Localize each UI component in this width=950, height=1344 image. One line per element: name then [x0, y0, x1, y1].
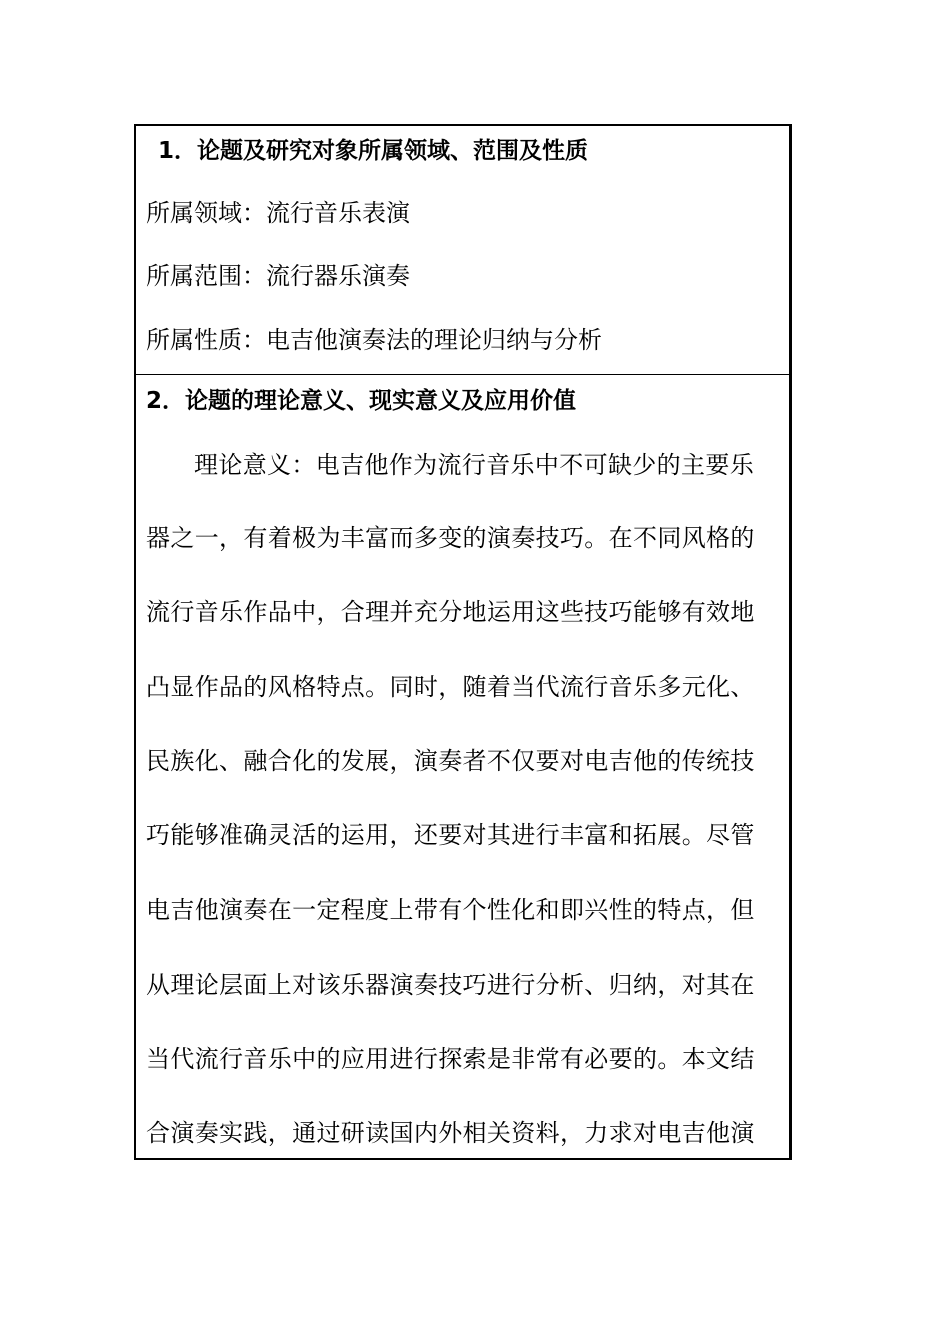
paragraph-line: 电吉他演奏在一定程度上带有个性化和即兴性的特点，但 [146, 896, 755, 924]
section2-heading: 2．论题的理论意义、现实意义及应用价值 [146, 388, 577, 414]
scope-line: 所属范围：流行器乐演奏 [146, 262, 410, 290]
field-line: 所属领域：流行音乐表演 [146, 199, 410, 227]
paragraph-line: 从理论层面上对该乐器演奏技巧进行分析、归纳，对其在 [146, 971, 755, 999]
paragraph-line: 器之一，有着极为丰富而多变的演奏技巧。在不同风格的 [146, 524, 755, 552]
section1-heading: 1．论题及研究对象所属领域、范围及性质 [158, 138, 589, 164]
paragraph-line: 当代流行音乐中的应用进行探索是非常有必要的。本文结 [146, 1045, 755, 1073]
table-row-divider [134, 374, 792, 375]
nature-line: 所属性质：电吉他演奏法的理论归纳与分析 [146, 326, 602, 354]
paragraph-line: 巧能够准确灵活的运用，还要对其进行丰富和拓展。尽管 [146, 821, 755, 849]
paragraph-line: 合演奏实践，通过研读国内外相关资料，力求对电吉他演 [146, 1119, 755, 1147]
paragraph-line: 凸显作品的风格特点。同时，随着当代流行音乐多元化、 [146, 673, 755, 701]
paragraph-line: 理论意义：电吉他作为流行音乐中不可缺少的主要乐 [194, 451, 755, 479]
paragraph-line: 流行音乐作品中，合理并充分地运用这些技巧能够有效地 [146, 598, 755, 626]
paragraph-line: 民族化、融合化的发展，演奏者不仅要对电吉他的传统技 [146, 747, 755, 775]
